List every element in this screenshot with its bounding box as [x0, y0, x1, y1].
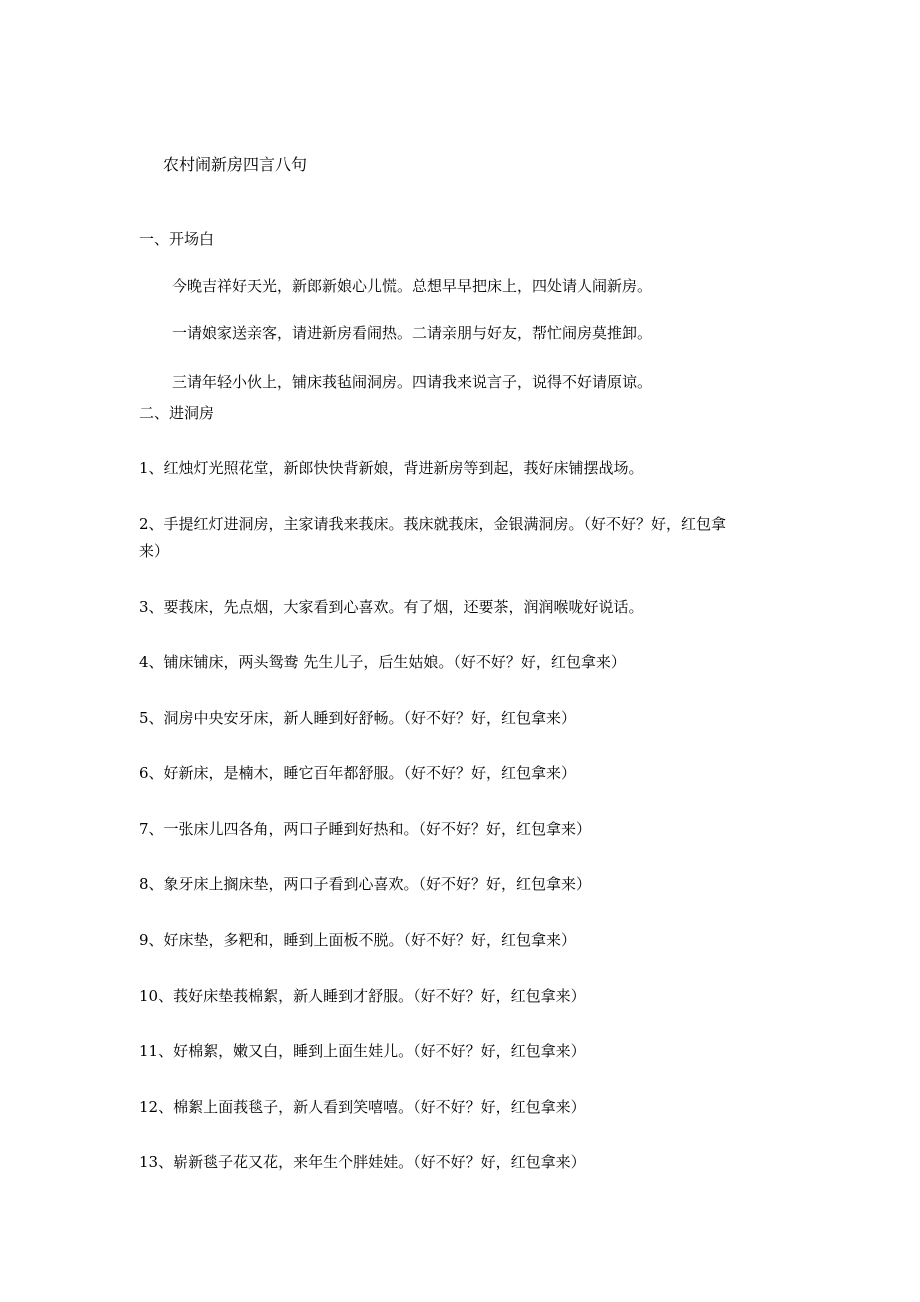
- list-item: 4、铺床铺床，两头鸳鸯 先生儿子，后生姑娘。（好不好？好，红包拿来）: [139, 653, 626, 671]
- list-item: 3、要莪床，先点烟，大家看到心喜欢。有了烟，还要茶，润润喉咙好说话。: [139, 598, 644, 616]
- list-item: 6、好新床，是楠木，睡它百年都舒服。（好不好？好，红包拿来）: [139, 764, 577, 782]
- opening-paragraph: 三请年轻小伙上，铺床莪毡闹洞房。四请我来说言子，说得不好请原谅。: [172, 373, 653, 391]
- list-item: 7、一张床儿四各角，两口子睡到好热和。（好不好？好，红包拿来）: [139, 820, 592, 838]
- list-item: 9、好床垫，多粑和，睡到上面板不脱。（好不好？好，红包拿来）: [139, 931, 577, 949]
- document-title: 农村闹新房四言八句: [163, 155, 308, 174]
- list-item-continuation: 来）: [139, 542, 170, 560]
- opening-paragraph: 一请娘家送亲客，请进新房看闹热。二请亲朋与好友，帮忙闹房莫推卸。: [172, 324, 653, 342]
- list-item: 10、莪好床垫莪棉絮，新人睡到才舒服。（好不好？好，红包拿来）: [139, 987, 586, 1005]
- list-item: 2、手提红灯进洞房，主家请我来莪床。莪床就莪床，金银满洞房。（好不好？好，红包拿: [139, 515, 727, 533]
- list-item: 5、洞房中央安牙床，新人睡到好舒畅。（好不好？好，红包拿来）: [139, 709, 577, 727]
- section-heading-bridal-chamber: 二、进洞房: [139, 404, 215, 422]
- section-heading-opening: 一、开场白: [139, 230, 215, 248]
- opening-paragraph: 今晚吉祥好天光，新郎新娘心儿慌。总想早早把床上，四处请人闹新房。: [172, 277, 653, 295]
- list-item: 11、好棉絮，嫩又白，睡到上面生娃儿。（好不好？好，红包拿来）: [139, 1042, 586, 1060]
- list-item: 8、象牙床上搁床垫，两口子看到心喜欢。（好不好？好，红包拿来）: [139, 875, 592, 893]
- list-item: 1、红烛灯光照花堂，新郎快快背新娘，背进新房等到起，莪好床铺摆战场。: [139, 459, 644, 477]
- list-item: 13、崭新毯子花又花，来年生个胖娃娃。（好不好？好，红包拿来）: [139, 1153, 586, 1171]
- list-item: 12、棉絮上面莪毯子，新人看到笑嘻嘻。（好不好？好，红包拿来）: [139, 1098, 586, 1116]
